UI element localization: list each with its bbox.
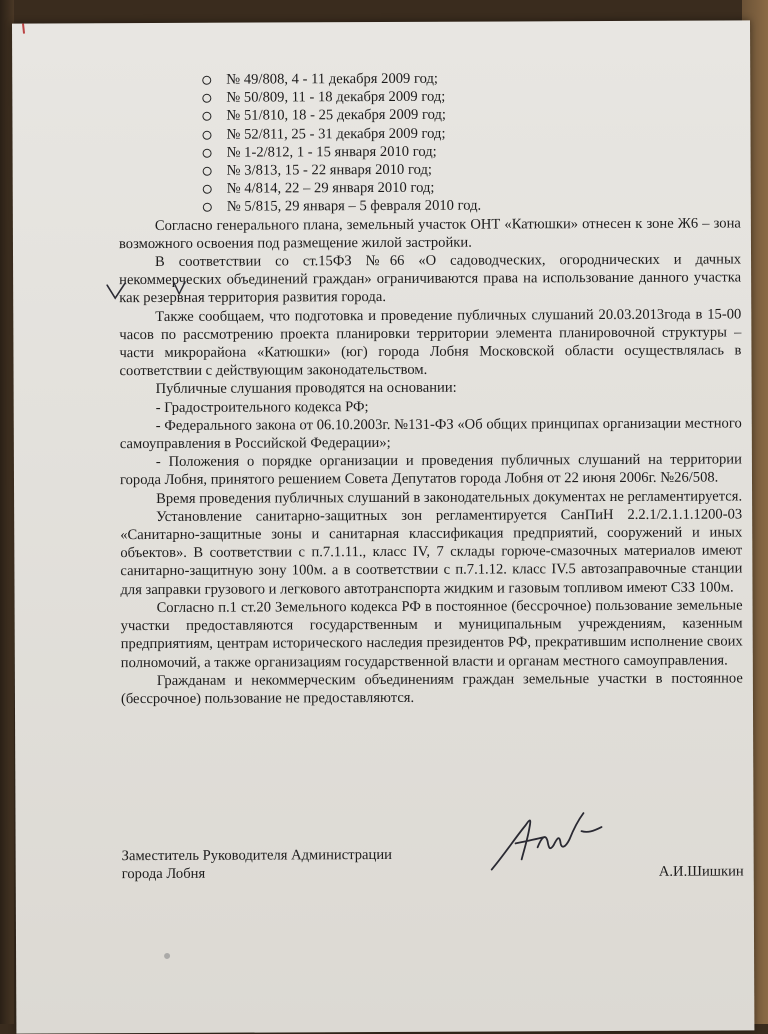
list-item: № 49/808, 4 - 11 декабря 2009 год; — [202, 68, 740, 89]
list-item: № 50/809, 11 - 18 декабря 2009 год; — [202, 87, 740, 108]
signatory-name: А.И.Шишкин — [658, 863, 744, 880]
paragraph-basis-intro: Публичные слушания проводятся на основании: — [155, 380, 457, 398]
paragraph-land-code: Согласно п.1 ст.20 Земельного кодекса РФ в постоянное (бессрочное) пользование земельные участки предоставляются государственным и муниципальным учреждениям, казенным предприятиям, центрам исторического наследия президентов РФ, прекратившим исполнение своих полномочий, а также организациям государственной власти и органам местного самоуправления. — [120, 597, 743, 671]
paragraph-sanitary-zones: Установление санитарно-защитных зон регламентируется СанПиН 2.2.1/2.1.1.1200-03 «Санитарно-защитные зоны и санитарная классификация предприятий, сооружений и иных объектов». В соответствии с п.7.1.11., класс IV, 7 склады горюче-смазочных материалов имеют санитарно-защитную зону 100м. а в соответствии с п.7.1.12. класс IV.5 автозаправочные станции для заправки грузового и легкового автотранспорта жидким и газовым топливом имеют СЗЗ 100м. — [120, 506, 743, 598]
paragraph-time-not-regulated: Время проведения публичных слушаний в законодательных документах не регламентируется. — [156, 488, 743, 507]
handwritten-signature-icon — [485, 807, 605, 878]
circle-bullet-icon — [203, 167, 212, 176]
handwritten-arrow-icon — [171, 279, 191, 297]
signature-block — [121, 844, 744, 883]
document-page — [12, 20, 754, 1033]
circle-bullet-icon — [203, 185, 212, 194]
circle-bullet-icon — [203, 149, 212, 158]
document-body — [118, 68, 743, 708]
paragraph-basis-2: - Федерального закона от 06.10.2003г. №131-ФЗ «Об общих принципах организации местного самоуправления в Российской Федерации»; — [119, 415, 742, 453]
paragraph-law-66: В соответствии со ст.15ФЗ №66 «О садоводческих, огороднических и дачных некоммерческих объединений граждан» ограничиваются права на использование данного участка как резервная территория развития города. — [119, 251, 742, 307]
paragraph-basis-1: - Градостроительного кодекса РФ; — [155, 398, 369, 416]
newspaper-issues-list — [118, 68, 741, 216]
list-item: № 5/815, 29 января – 5 февраля 2010 год. — [203, 196, 741, 217]
list-item: № 51/810, 18 - 25 декабря 2009 год; — [202, 105, 740, 126]
pen-mark-icon — [20, 24, 28, 36]
handwritten-checkmark-icon — [105, 281, 133, 301]
signatory-title: Заместитель Руководителя Администрации города Лобня — [121, 846, 392, 883]
list-item: № 1-2/812, 1 - 15 января 2010 год; — [203, 141, 741, 162]
list-item: № 52/811, 25 - 31 декабря 2009 год; — [202, 123, 740, 144]
circle-bullet-icon — [203, 203, 212, 212]
circle-bullet-icon — [202, 130, 211, 139]
list-item: № 4/814, 22 – 29 января 2010 год; — [203, 178, 741, 199]
paragraph-hearings-held: Также сообщаем, что подготовка и проведение публичных слушаний 20.03.2013года в 15-00 часов по рассмотрению проекта планировки территории элемента планировочной структуры – части микрорайона «Катюшки» (юг) города Лобня Московской области осуществлялась в соответствии с действующим законодательством. — [119, 306, 742, 380]
circle-bullet-icon — [202, 76, 211, 85]
paper-speck — [164, 953, 170, 959]
list-item: № 3/813, 15 - 22 января 2010 год; — [203, 159, 741, 180]
circle-bullet-icon — [202, 112, 211, 121]
paragraph-citizens: Гражданам и некоммерческим объединениям граждан земельные участки в постоянное (бессрочное) пользование не предоставляются. — [120, 670, 743, 708]
circle-bullet-icon — [202, 94, 211, 103]
paragraph-basis-3: - Положения о порядке организации и проведения публичных слушаний на территории города Лобня, принятого решением Совета Депутатов города Лобня от 22 июня 2006г. №26/508. — [119, 451, 742, 489]
paragraph-general-plan: Согласно генерального плана, земельный участок ОНТ «Катюшки» отнесен к зоне Ж6 – зона возможного освоения под размещение жилой застройки. — [118, 215, 741, 252]
